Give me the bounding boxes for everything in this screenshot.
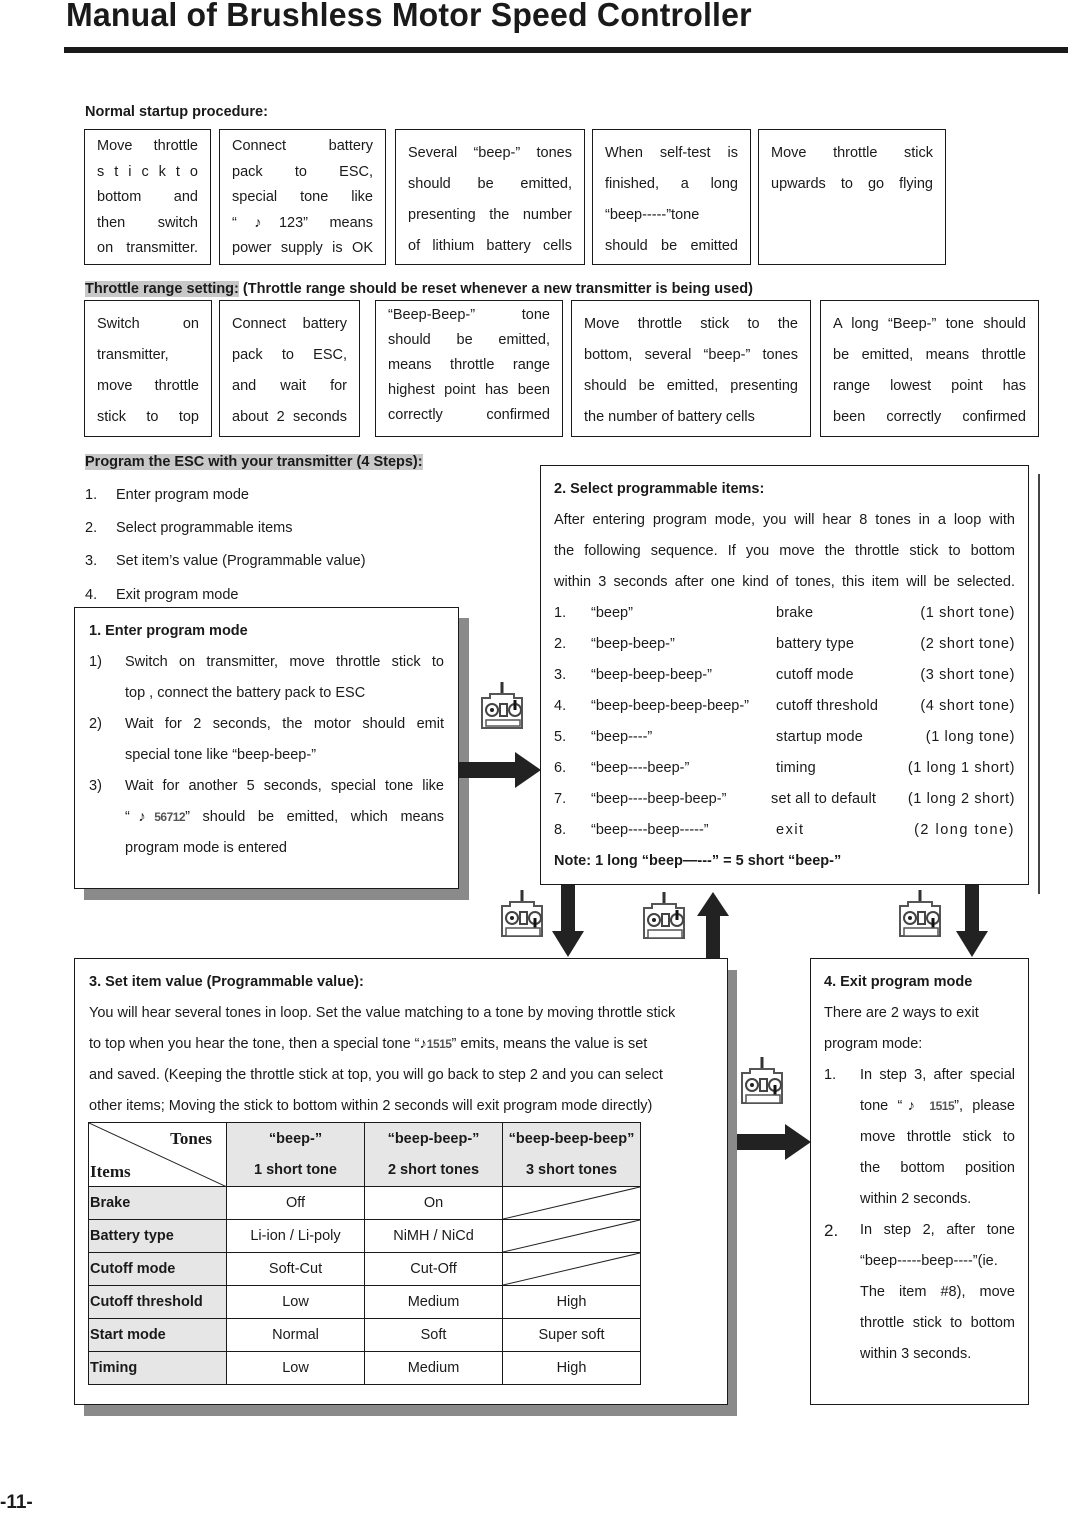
tone-description: 1 short tone <box>254 1161 337 1178</box>
row-number: 1. <box>554 605 567 621</box>
tone-description: (2 long tone) <box>914 822 1015 838</box>
text-line <box>125 802 444 833</box>
table-cell: NiMH / NiCd <box>365 1220 503 1253</box>
item-number: 2) <box>89 716 102 732</box>
tone-pattern: “beep----beep-----” <box>591 822 709 838</box>
tone-row <box>554 629 1015 660</box>
step1-item <box>89 771 444 864</box>
list-item <box>85 587 239 603</box>
text-line: Move throttle <box>97 138 198 154</box>
row-item-label: Battery type <box>89 1220 227 1253</box>
arrow-right-icon <box>459 752 541 788</box>
text-line: transmitter, <box>97 347 169 363</box>
programmable-values-table <box>88 1122 641 1385</box>
tone-description: (1 long tone) <box>925 729 1015 745</box>
text-line: In step 2, after tone <box>860 1222 1015 1238</box>
table-cell: Cut-Off <box>365 1253 503 1286</box>
tone-row <box>554 784 1015 815</box>
text-line: should be emitted, <box>388 332 550 348</box>
text-line: Connect battery <box>232 316 347 332</box>
throttle-range-note: (Throttle range should be reset whenever a new transmitter is being used) <box>238 281 753 297</box>
throttle-step-4 <box>571 300 811 437</box>
step4-panel <box>810 958 1029 1405</box>
text-line: of lithium battery cells <box>408 238 572 254</box>
exit-way-2 <box>824 1215 1015 1370</box>
row-number: 4. <box>554 698 567 714</box>
tone-description: 3 short tones <box>525 1161 618 1178</box>
text-line: should be emitted, presenting <box>584 378 798 394</box>
startup-step-5 <box>758 129 946 265</box>
exit-way-1 <box>824 1060 1015 1215</box>
table-header-row <box>89 1123 641 1187</box>
arrow-up-icon <box>697 892 729 958</box>
table-cell: Low <box>227 1352 365 1385</box>
tone-pattern: “beep-beep-” <box>387 1130 480 1147</box>
list-item <box>85 553 366 569</box>
page-number: -11- <box>0 1492 33 1513</box>
empty-cell-slash <box>503 1253 641 1286</box>
text-line: s t i c k t o <box>97 163 198 180</box>
arrow-down-icon <box>552 885 584 957</box>
item-name: timing <box>776 760 816 776</box>
table-cell: High <box>503 1286 641 1319</box>
tone-row <box>554 753 1015 784</box>
text-line: “beep-----”tone <box>605 207 700 223</box>
table-cell: Off <box>227 1187 365 1220</box>
row-item-label: Cutoff mode <box>89 1253 227 1286</box>
tone-description: (1 long 2 short) <box>907 791 1015 807</box>
tone-row <box>554 660 1015 691</box>
list-label: Select programmable items <box>116 520 293 536</box>
item-number: 3) <box>89 778 102 794</box>
list-label: Enter program mode <box>116 487 249 503</box>
text-line: Wait for 2 seconds, the motor should emit <box>125 716 444 732</box>
text-line: Connect battery <box>232 138 373 154</box>
text-line: special tone like “beep-beep-” <box>125 747 317 763</box>
text-line: about 2 seconds <box>232 409 347 425</box>
text-line: In step 3, after special <box>860 1067 1015 1083</box>
item-name: brake <box>776 605 814 621</box>
startup-step-1 <box>84 129 211 265</box>
text-line: been correctly confirmed <box>833 409 1026 425</box>
table-column-header <box>365 1123 503 1187</box>
item-number: 1. <box>824 1067 837 1083</box>
table-row <box>89 1253 641 1286</box>
table-row <box>89 1319 641 1352</box>
row-number: 7. <box>554 791 567 807</box>
program-heading: Program the ESC with your transmitter (4 Steps): <box>85 454 423 470</box>
table-cell: Medium <box>365 1286 503 1319</box>
text-line: special tone like <box>232 189 373 205</box>
list-label: Set item’s value (Programmable value) <box>116 553 366 569</box>
text-line: range lowest point has <box>833 378 1026 394</box>
text-line: Wait for another 5 seconds, special tone like <box>125 778 444 794</box>
tone-pattern: “beep----beep-beep-” <box>591 791 727 807</box>
item-name: set all to default <box>771 791 877 807</box>
page-title: Manual of Brushless Motor Speed Controller <box>66 0 752 33</box>
text-line: bottom and <box>97 189 198 205</box>
title-divider <box>64 47 1068 53</box>
item-number: 1) <box>89 654 102 670</box>
normal-startup-heading: Normal startup procedure: <box>85 104 268 120</box>
list-label: Exit program mode <box>116 587 239 603</box>
row-number: 3. <box>554 667 567 683</box>
row-number: 8. <box>554 822 567 838</box>
tone-description: (1 short tone) <box>920 605 1015 621</box>
throttle-step-1 <box>84 300 212 437</box>
list-item <box>85 487 249 503</box>
table-cell: Super soft <box>503 1319 641 1352</box>
tone-pattern: “beep-” <box>268 1130 323 1147</box>
step2-heading: 2. Select programmable items: <box>554 481 765 497</box>
tone-row <box>554 815 1015 846</box>
item-name: battery type <box>776 636 855 652</box>
text-line: other items; Moving the stick to bottom within 2 seconds will exit program mode directly) <box>89 1098 653 1114</box>
text-line: “Beep-Beep-” tone <box>388 307 550 323</box>
throttle-step-2 <box>219 300 360 437</box>
step3-heading: 3. Set item value (Programmable value): <box>89 974 364 990</box>
item-number: 2. <box>824 1221 839 1240</box>
text-line: stick to top <box>97 409 199 425</box>
tone-description: (2 short tone) <box>920 636 1015 652</box>
tone-pattern: “beep-beep-” <box>591 636 675 652</box>
list-number: 3. <box>85 553 98 569</box>
table-column-header <box>503 1123 641 1187</box>
item-name: startup mode <box>776 729 864 745</box>
throttle-range-heading <box>85 281 753 297</box>
table-row <box>89 1286 641 1319</box>
text-line: After entering program mode, you will hear 8 tones in a loop with <box>554 512 1015 528</box>
text-line: power supply is OK <box>232 240 373 256</box>
text-line: Move throttle stick <box>771 145 933 161</box>
list-number: 2. <box>85 520 98 536</box>
text-line: top , connect the battery pack to ESC <box>125 685 366 701</box>
arrow-right-icon <box>737 1124 811 1160</box>
tone-pattern: “beep-beep-beep” <box>508 1130 635 1147</box>
text-line: then switch <box>97 214 198 231</box>
text-line: should be emitted, <box>408 176 572 192</box>
text-line: program mode: <box>824 1036 923 1052</box>
text-line: “beep-----beep----”(ie. <box>860 1253 998 1269</box>
tone-notation: 1515 <box>929 1099 955 1113</box>
text-fragment: ”, please <box>954 1098 1016 1114</box>
text-line: move throttle <box>97 378 199 394</box>
text-line: There are 2 ways to exit <box>824 1005 979 1021</box>
text-fragment: ” emits, means the value is set <box>451 1036 648 1052</box>
tone-notation: 56712 <box>154 810 186 824</box>
tone-row <box>554 722 1015 753</box>
tone-description: 2 short tones <box>387 1161 480 1178</box>
list-item <box>85 520 293 536</box>
step2-panel <box>540 465 1029 885</box>
text-line: on transmitter. <box>97 240 198 256</box>
step1-heading: 1. Enter program mode <box>89 623 248 639</box>
table-cell: Soft <box>365 1319 503 1352</box>
text-fragment: tone “♪ <box>860 1098 930 1114</box>
table-corner-cell <box>89 1123 227 1187</box>
table-cell: Soft-Cut <box>227 1253 365 1286</box>
text-line: and saved. (Keeping the throttle stick at top, you will go back to step 2 and you can select <box>89 1067 663 1083</box>
text-line: within 2 seconds. <box>860 1191 972 1207</box>
margin-rule <box>1038 474 1040 894</box>
text-fragment: ” should be emitted, which means <box>185 809 444 825</box>
tone-notation: 1515 <box>426 1037 452 1051</box>
tone-pattern: “beep-beep-beep-” <box>591 667 712 683</box>
text-line: finished, a long <box>605 176 738 192</box>
text-line: throttle stick to bottom <box>860 1315 1015 1331</box>
text-line: within 3 seconds. <box>860 1346 972 1362</box>
tones-label: Tones <box>170 1129 212 1148</box>
text-line: pack to ESC, <box>232 163 373 180</box>
throttle-range-label: Throttle range setting: <box>85 281 239 297</box>
tone-pattern: “beep----beep-” <box>591 760 690 776</box>
table-cell: Normal <box>227 1319 365 1352</box>
list-number: 4. <box>85 587 98 603</box>
tone-pattern: “beep” <box>591 605 633 621</box>
table-row <box>89 1220 641 1253</box>
text-line: Several “beep-” tones <box>408 145 572 161</box>
item-name: exit <box>776 822 805 838</box>
item-name: cutoff mode <box>776 667 854 683</box>
tone-pattern: “beep----” <box>591 729 653 745</box>
text-line: the number of battery cells <box>584 409 755 425</box>
text-line <box>860 1091 1015 1122</box>
text-line: upwards to go flying <box>771 176 933 192</box>
tone-description: (1 long 1 short) <box>907 760 1015 776</box>
text-line: The item #8), move <box>860 1284 1015 1300</box>
text-line: Switch on transmitter, move throttle stick to <box>125 654 444 670</box>
text-line: Switch on <box>97 316 199 332</box>
step4-heading: 4. Exit program mode <box>824 974 973 990</box>
step1-item <box>89 647 444 709</box>
quote-note-icon: “♪ <box>125 809 155 825</box>
table-row <box>89 1352 641 1385</box>
text-fragment: to top when you hear the tone, then a special tone “♪ <box>89 1036 427 1052</box>
row-item-label: Brake <box>89 1187 227 1220</box>
text-line: should be emitted <box>605 238 738 254</box>
transmitter-stick-up-icon <box>640 890 692 952</box>
items-label: Items <box>90 1162 131 1181</box>
tone-row <box>554 598 1015 629</box>
text-line: be emitted, means throttle <box>833 347 1026 363</box>
step2-note: Note: 1 long “beep—---” = 5 short “beep-” <box>554 853 842 869</box>
transmitter-stick-down-icon <box>498 888 550 950</box>
step1-item <box>89 709 444 771</box>
transmitter-stick-up-icon <box>478 680 530 742</box>
throttle-step-5 <box>820 300 1039 437</box>
tone-pattern: “beep-beep-beep-beep-” <box>591 698 749 714</box>
text-line: presenting the number <box>408 207 572 223</box>
text-line: within 3 seconds after one kind of tones, this item will be selected. <box>554 574 1015 590</box>
text-line: the bottom position <box>860 1160 1015 1176</box>
text-line: program mode is entered <box>125 840 287 856</box>
tone-row <box>554 691 1015 722</box>
table-cell: On <box>365 1187 503 1220</box>
text-line: A long “Beep-” tone should <box>833 316 1026 332</box>
throttle-step-3 <box>375 300 563 437</box>
row-item-label: Start mode <box>89 1319 227 1352</box>
text-line: and wait for <box>232 378 347 394</box>
row-number: 2. <box>554 636 567 652</box>
tone-description: (4 short tone) <box>920 698 1015 714</box>
list-number: 1. <box>85 487 98 503</box>
table-cell: High <box>503 1352 641 1385</box>
text-line: bottom, several “beep-” tones <box>584 347 798 363</box>
text-line: move throttle stick to <box>860 1129 1015 1145</box>
text-line: pack to ESC, <box>232 347 347 363</box>
row-item-label: Cutoff threshold <box>89 1286 227 1319</box>
empty-cell-slash <box>503 1220 641 1253</box>
row-number: 5. <box>554 729 567 745</box>
text-line: Move throttle stick to the <box>584 316 798 332</box>
startup-step-3 <box>395 129 585 265</box>
transmitter-stick-down-icon <box>896 888 948 950</box>
arrow-down-icon <box>956 885 988 957</box>
text-line: You will hear several tones in loop. Set the value matching to a tone by moving throttle stick <box>89 1005 676 1021</box>
startup-step-2 <box>219 129 386 265</box>
text-line: the following sequence. If you move the throttle stick to bottom <box>554 543 1015 559</box>
text-line: When self-test is <box>605 145 738 161</box>
step1-panel <box>74 607 459 889</box>
text-line: correctly confirmed <box>388 407 550 423</box>
empty-cell-slash <box>503 1187 641 1220</box>
table-cell: Medium <box>365 1352 503 1385</box>
table-cell: Low <box>227 1286 365 1319</box>
text-line: means throttle range <box>388 357 550 373</box>
tone-description: (3 short tone) <box>920 667 1015 683</box>
item-name: cutoff threshold <box>776 698 879 714</box>
table-row <box>89 1187 641 1220</box>
text-line <box>89 1029 713 1060</box>
text-line: “♪123” means <box>232 214 373 231</box>
text-line: highest point has been <box>388 382 550 398</box>
row-item-label: Timing <box>89 1352 227 1385</box>
table-cell: Li-ion / Li-poly <box>227 1220 365 1253</box>
row-number: 6. <box>554 760 567 776</box>
transmitter-stick-down-icon <box>738 1055 790 1117</box>
table-column-header <box>227 1123 365 1187</box>
startup-step-4 <box>592 129 751 265</box>
